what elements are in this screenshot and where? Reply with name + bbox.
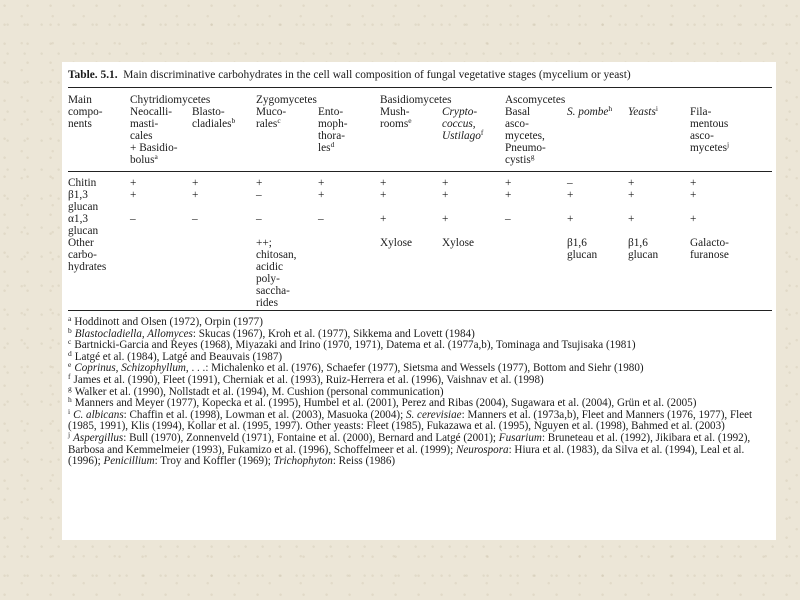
- footnote-text: Neurospora: [455, 443, 509, 456]
- table-cell: +: [318, 189, 325, 201]
- footnote-marker: j: [68, 429, 71, 439]
- footnote-text: Latgé et al. (1984), Latgé and Beauvais (1987): [74, 350, 283, 363]
- footnote-text: : Reiss (1986): [332, 455, 396, 468]
- table-cell: +: [130, 177, 137, 189]
- footnote-marker: i: [68, 406, 71, 416]
- footnote-ref: f: [480, 128, 484, 137]
- footnote-text: : Manners et al. (1973a,b), Fleet and Manners (1976, 1977), Fleet (1985, 1991), Klis (1994), Kollar et al. (1995, 1997). Other yeasts: Fleet (1985), Fukazawa et al. (1995), Nguyen et al. (1998), Bahmed et al. (2003): [68, 408, 753, 433]
- footnote-ref: g: [530, 152, 535, 161]
- footnote-text: : Bruneteau et al. (1992), Jikibara et al. (1992), Barbosa and Kemmelmeier (1993), Fukamizo et al. (1996), Schoffelmeer et al. (1999);: [68, 431, 751, 456]
- table-cell: –: [567, 177, 573, 189]
- footnote: [68, 406, 772, 433]
- footnote-ref: d: [330, 140, 335, 149]
- footnote-marker: g: [68, 383, 72, 393]
- table-cell: –: [318, 213, 324, 225]
- footnote: [68, 429, 772, 468]
- row-label: Chitin: [68, 177, 97, 189]
- row-label: α1,3 glucan: [68, 213, 99, 237]
- footnote-ref: h: [608, 104, 613, 113]
- column-header-label: Crypto- coccus, Ustilago: [442, 106, 481, 142]
- table-cell: +: [628, 213, 635, 225]
- column-header-label: Mush- rooms: [380, 106, 410, 130]
- table-cell: +: [567, 189, 574, 201]
- footnote-marker: h: [68, 395, 72, 405]
- footnotes: [68, 314, 772, 468]
- column-header: [318, 106, 348, 154]
- footnote-marker: c: [68, 337, 72, 347]
- footnote-text: Aspergillus: [73, 431, 124, 444]
- table-cell: Xylose: [380, 237, 413, 249]
- table-cell: +: [380, 189, 387, 201]
- column-header: [380, 106, 412, 130]
- footnote-text: : Hiura et al. (1983), da Silva et al. (1994), Leal et al. (1996);: [68, 443, 745, 468]
- footnote-ref: a: [154, 152, 158, 161]
- table-cell: +: [130, 189, 137, 201]
- footnote-marker: f: [68, 371, 71, 381]
- column-header: [192, 106, 235, 130]
- table-cell: –: [192, 213, 198, 225]
- footnote-text: C. albicans: [73, 408, 124, 421]
- table-cell: +: [690, 189, 697, 201]
- footnote-text: Penicillium: [103, 455, 155, 468]
- table-cell: –: [256, 189, 262, 201]
- footnote-text: : Troy and Koffler (1969);: [154, 455, 274, 468]
- column-header: [628, 106, 658, 118]
- footnote-text: : Skucas (1967), Kroh et al. (1977), Sikkema and Lovett (1984): [192, 327, 475, 340]
- footnote-text: Trichophyton: [273, 455, 333, 468]
- column-header: [567, 106, 612, 118]
- main-components-header: Main compo- nents: [68, 94, 103, 130]
- column-header-label: Muco- rales: [256, 106, 287, 130]
- footnote-marker: b: [68, 325, 72, 335]
- column-header-label: Neocalli- masti- cales + Basidio- bolus: [130, 106, 178, 166]
- footnote-ref: b: [231, 116, 236, 125]
- group-header-ascomycetes: Ascomycetes: [505, 94, 566, 106]
- column-header: [442, 106, 483, 142]
- column-header-label: Ento- moph- thora- les: [318, 106, 348, 154]
- table-cell: Galacto- furanose: [690, 237, 729, 261]
- footnote-marker: e: [68, 360, 72, 370]
- table-caption: [68, 69, 774, 81]
- footnote-text: , . . .: Michalenko et al. (1976), Schaefer (1977), Sietsma and Wessels (1977), Bottom and Siehr (1980): [185, 362, 644, 375]
- table-cell: +: [628, 177, 635, 189]
- table-cell: +: [567, 213, 574, 225]
- table-cell: –: [256, 213, 262, 225]
- column-header-label: Fila- mentous asco- mycetes: [690, 106, 729, 154]
- footnote-text: : Chaffin et al. (1998), Lowman et al. (2003), Masuoka (2004);: [123, 408, 406, 421]
- column-header: [256, 106, 286, 130]
- footnote-text: Manners and Meyer (1977), Kopecka et al. (1995), Humbel et al. (2001), Perez and Ribas (2004), Sugawara et al. (2004), Grün et al. (2005): [74, 397, 697, 410]
- column-header-label: Yeasts: [628, 106, 656, 118]
- footnote-text: James et al. (1990), Fleet (1991), Cherniak et al. (1993), Ruiz-Herrera et al. (1996), Vaishnav et al. (1998): [73, 373, 544, 386]
- table-top-rule: [68, 87, 772, 88]
- table-cell: +: [505, 177, 512, 189]
- table-cell: +: [256, 177, 263, 189]
- table-cell: +: [505, 189, 512, 201]
- table-cell: +: [318, 177, 325, 189]
- document-page: [62, 62, 776, 540]
- table-cell: +: [380, 213, 387, 225]
- footnote-text: Walker et al. (1990), Nollstadt et al. (1994), M. Cushion (personal communication): [74, 385, 444, 398]
- table-cell: β1,6 glucan: [567, 237, 598, 261]
- footnote-ref: c: [277, 116, 281, 125]
- table-header-rule: [68, 171, 772, 172]
- group-header-chytridiomycetes: Chytridiomycetes: [130, 94, 211, 106]
- footnote-text: Coprinus, Schizophyllum: [74, 362, 186, 375]
- footnote-ref: i: [655, 104, 658, 113]
- table-cell: –: [505, 213, 511, 225]
- footnote-text: Hoddinott and Olsen (1972), Orpin (1977): [74, 316, 263, 328]
- table-cell: +: [690, 213, 697, 225]
- table-cell: +: [442, 213, 449, 225]
- table-cell: β1,6 glucan: [628, 237, 659, 261]
- column-header: [505, 106, 546, 166]
- footnote-marker: a: [68, 314, 72, 323]
- footnote-text: Fusarium: [498, 431, 542, 444]
- row-label: Other carbo- hydrates: [68, 237, 107, 273]
- group-header-zygomycetes: Zygomycetes: [256, 94, 317, 106]
- table-bottom-rule: [68, 310, 772, 311]
- footnote-marker: d: [68, 348, 72, 358]
- column-header: [690, 106, 729, 154]
- footnote-ref: e: [408, 116, 412, 125]
- footnote-text: S. cerevisiae: [405, 408, 462, 421]
- column-header-label: Blasto- cladiales: [192, 106, 232, 130]
- column-header: [130, 106, 177, 166]
- row-label: β1,3 glucan: [68, 189, 99, 213]
- table-cell: +: [442, 177, 449, 189]
- table-cell: +: [628, 189, 635, 201]
- footnote-ref: j: [727, 140, 730, 149]
- footnote-text: Blastocladiella, Allomyces: [74, 327, 193, 340]
- table-cell: ++; chitosan, acidic poly- saccha- rides: [256, 237, 297, 309]
- footnote-text: Bartnicki-Garcia and Reyes (1968), Miyazaki and Irino (1970, 1971), Datema et al. (1977a,b), Tominaga and Tsujisaka (1981): [74, 339, 636, 352]
- table-cell: +: [192, 177, 199, 189]
- group-header-basidiomycetes: Basidiomycetes: [380, 94, 452, 106]
- table-cell: –: [130, 213, 136, 225]
- table-cell: Xylose: [442, 237, 475, 249]
- table-caption-text: Main discriminative carbohydrates in the cell wall composition of fungal vegetative stages (mycelium or yeast): [123, 69, 631, 81]
- table-cell: +: [442, 189, 449, 201]
- footnote-text: : Bull (1970), Zonnenveld (1971), Fontaine et al. (2000), Bernard and Latgé (2001);: [123, 431, 499, 444]
- column-header-label: S. pombe: [567, 106, 609, 118]
- table-cell: +: [380, 177, 387, 189]
- table-cell: +: [690, 177, 697, 189]
- column-header-label: Basal asco- mycetes, Pneumo- cystis: [505, 106, 546, 166]
- table-caption-label: Table. 5.1.: [68, 69, 118, 81]
- table-cell: +: [192, 189, 199, 201]
